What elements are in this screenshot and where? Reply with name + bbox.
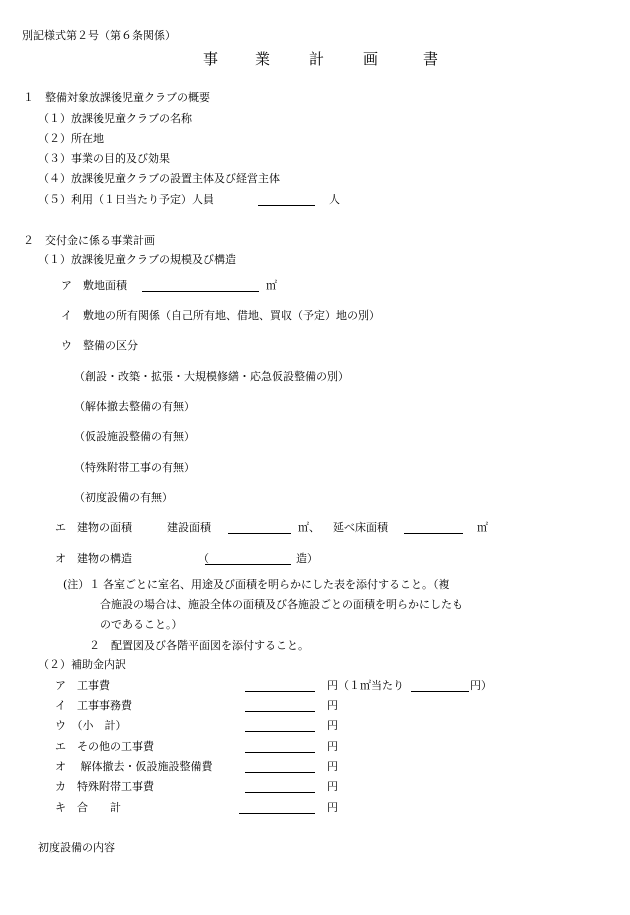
cost-row-unit: 円 [327, 719, 338, 732]
title-char: 業 [255, 50, 271, 68]
category-item: （創設・改築・拡張・大規模修繕・応急仮設整備の別） [74, 370, 349, 383]
total-floor-area-unit: ㎡ [477, 521, 488, 534]
section1-item-address: （２）所在地 [38, 132, 104, 145]
title-char: 計 [309, 50, 325, 68]
users-unit: 人 [329, 193, 340, 206]
notes-label: (注）１ [63, 578, 101, 591]
cost-row-blank[interactable] [245, 711, 315, 712]
cost-row-unit: 円（１㎡当たり [327, 679, 404, 692]
note2: ２ 配置図及び各階平面図を添付すること。 [89, 639, 309, 652]
cost-row-unit: 円 [327, 760, 338, 773]
category-label: ウ 整備の区分 [61, 339, 138, 352]
construction-area-blank[interactable] [228, 533, 291, 534]
title-char: 書 [423, 50, 439, 68]
cost-row-blank[interactable] [245, 772, 315, 773]
category-item: （特殊附帯工事の有無） [74, 461, 195, 474]
cost-row-blank[interactable] [239, 813, 315, 814]
cost-row-label: ウ （小 計） [55, 719, 127, 732]
cost-row-label: オ 解体撤去・仮設施設整備費 [55, 760, 213, 773]
cost-row-blank[interactable] [245, 752, 315, 753]
cost-row-blank[interactable] [245, 691, 315, 692]
sub1-heading: （１）放課後児童クラブの規模及び構造 [38, 253, 236, 266]
total-floor-area-blank[interactable] [404, 533, 463, 534]
cost-row-label: イ 工事事務費 [55, 699, 132, 712]
category-item: （仮設施設整備の有無） [74, 430, 195, 443]
structure-blank[interactable] [205, 564, 291, 565]
cost-row-label: ア 工事費 [55, 679, 110, 692]
section1-item-name: （１）放課後児童クラブの名称 [38, 112, 192, 125]
title-char: 画 [363, 50, 379, 68]
cost-row-blank[interactable] [245, 731, 315, 732]
site-area-blank[interactable] [142, 291, 259, 292]
title-char: 事 [203, 50, 219, 68]
note1-line: のであること。） [100, 618, 183, 631]
section1-item-users: （５）利用（１日当たり予定）人員 [38, 193, 214, 206]
structure-open-paren: （ [198, 552, 209, 565]
note1-line: 合施設の場合は、施設全体の面積及び各施設ごとの面積を明らかにしたも [100, 598, 463, 611]
cost-row-unit: 円 [327, 801, 338, 814]
cost-row-unit: 円 [327, 740, 338, 753]
section2-heading: ２ 交付金に係る事業計画 [23, 234, 155, 247]
users-blank[interactable] [258, 205, 315, 206]
construction-area-label: 建設面積 [167, 521, 211, 534]
site-area-unit: ㎡ [266, 279, 277, 292]
document-title [0, 50, 630, 68]
structure-close: 造） [296, 552, 318, 565]
site-area-label: ア 敷地面積 [61, 279, 127, 292]
cost-row-label: カ 特殊附帯工事費 [55, 780, 154, 793]
ownership-label: イ 敷地の所有関係（自己所有地、借地、買収（予定）地の別） [61, 309, 380, 322]
cost-row-blank[interactable] [245, 792, 315, 793]
section1-item-operator: （４）放課後児童クラブの設置主体及び経営主体 [38, 172, 280, 185]
cost-row-unit: 円 [327, 780, 338, 793]
cost-row-label: エ その他の工事費 [55, 740, 154, 753]
total-floor-area-label: 延べ床面積 [333, 521, 388, 534]
construction-area-unit: ㎡、 [298, 521, 320, 534]
section1-heading: １ 整備対象放課後児童クラブの概要 [23, 91, 210, 104]
structure-label: オ 建物の構造 [55, 552, 132, 565]
per-sqm-unit: 円） [470, 679, 492, 692]
per-sqm-blank[interactable] [411, 691, 469, 692]
cost-row-label: キ 合 計 [55, 801, 121, 814]
sub2-heading: （２）補助金内訳 [38, 658, 126, 671]
category-item: （解体撤去整備の有無） [74, 400, 195, 413]
note1-line: 各室ごとに室名、用途及び面積を明らかにした表を添付すること。（複 [103, 578, 450, 591]
building-area-label: エ 建物の面積 [55, 521, 132, 534]
initial-equipment-label: 初度設備の内容 [38, 841, 115, 854]
form-number: 別記様式第２号（第６条関係） [22, 29, 176, 42]
section1-item-purpose: （３）事業の目的及び効果 [38, 152, 170, 165]
category-item: （初度設備の有無） [74, 491, 173, 504]
cost-row-unit: 円 [327, 699, 338, 712]
